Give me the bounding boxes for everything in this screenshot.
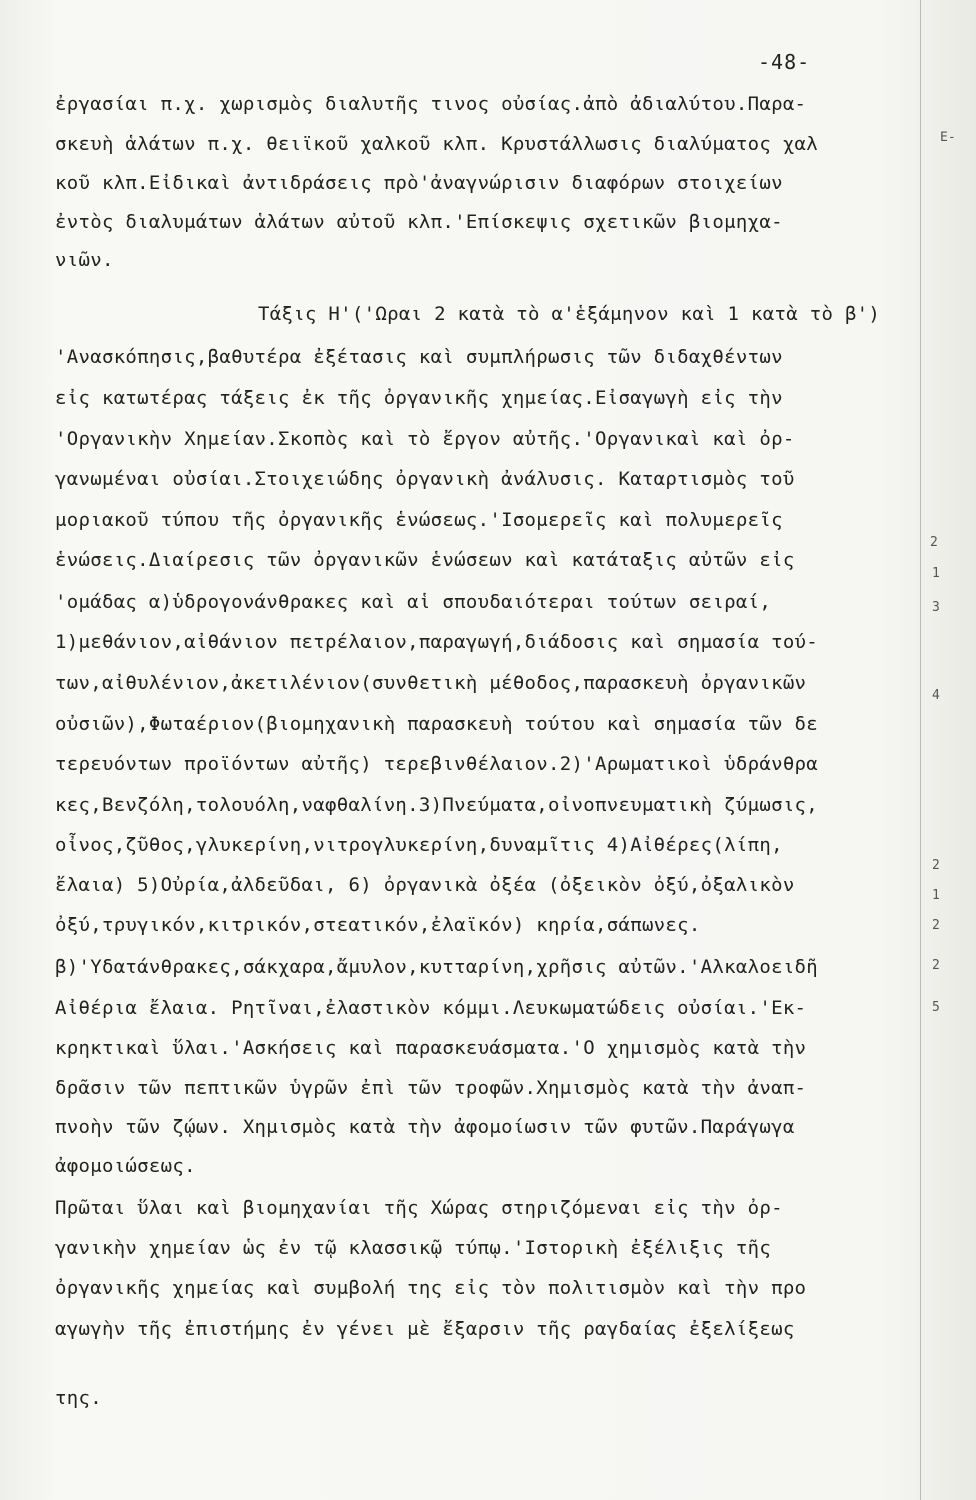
text-line: ἐντὸς διαλυμάτων ἁλάτων αὐτοῦ κλπ.'Επίσκεψις σχετικῶν βιομηχα- [55, 211, 783, 233]
text-line: 'Οργανικὴν Χημείαν.Σκοπὸς καὶ τὸ ἔργον αὐτῆς.'Οργανικαὶ καὶ ὀρ- [55, 428, 795, 450]
text-line: νιῶν. [55, 249, 114, 271]
margin-mark: Ε- [940, 130, 956, 145]
text-line: ὀξύ,τρυγικόν,κιτρικόν,στεατικόν,ἐλαϊκόν) κηρία,σάπωνες. [55, 914, 701, 936]
margin-mark: 3 [932, 600, 940, 615]
text-line: οἶνος,ζῦθος,γλυκερίνη,νιτρογλυκερίνη,δυναμῖτις 4)Αἰθέρες(λίπη, [55, 834, 783, 856]
page-binding-edge [920, 0, 976, 1500]
section-heading: Τάξις Η'('Ωραι 2 κατὰ τὸ α'ἑξάμηνον καὶ 1 κατὰ τὸ β') [258, 303, 881, 325]
text-line: αγωγὴν τῆς ἐπιστήμης ἐν γένει μὲ ἔξαρσιν τῆς ραγδαίας ἐξελίξεως [55, 1318, 795, 1340]
text-line: β)'Υδατάνθρακες,σάκχαρα,ἄμυλον,κυτταρίνη,χρῆσις αὐτῶν.'Αλκαλοειδῆ [55, 956, 819, 978]
text-line: κρηκτικαὶ ὕλαι.'Ασκήσεις καὶ παρασκευάσματα.'Ο χημισμὸς κατὰ τὴν [55, 1037, 807, 1059]
margin-mark: 4 [932, 688, 940, 703]
text-line: ἐργασίαι π.χ. χωρισμὸς διαλυτῆς τινος οὐσίας.ἀπὸ ἀδιαλύτου.Παρα- [55, 93, 807, 115]
page-number: -48- [758, 50, 811, 74]
text-line: 'Ανασκόπησις,βαθυτέρα ἐξέτασις καὶ συμπλήρωσις τῶν διδαχθέντων [55, 346, 783, 368]
text-line: τερευόντων προϊόντων αὐτῆς) τερεβινθέλαιον.2)'Αρωματικοὶ ὑδράνθρα [55, 753, 819, 775]
text-line: πνοὴν τῶν ζῴων. Χημισμὸς κατὰ τὴν ἀφομοίωσιν τῶν φυτῶν.Παράγωγα [55, 1116, 795, 1138]
margin-mark: 5 [932, 1000, 940, 1015]
text-line: κοῦ κλπ.Εἰδικαὶ ἀντιδράσεις πρὸ'ἀναγνώρισιν διαφόρων στοιχείων [55, 172, 783, 194]
text-line: Πρῶται ὕλαι καὶ βιομηχανίαι τῆς Χώρας στηριζόμεναι εἰς τὴν ὀρ- [55, 1197, 783, 1219]
text-line: 1)μεθάνιον,αἰθάνιον πετρέλαιον,παραγωγή,διάδοσις καὶ σημασία τού- [55, 631, 819, 653]
text-line: ἔλαια) 5)Οὐρία,ἀλδεῦδαι, 6) ὀργανικὰ ὀξέα (ὀξεικὸν ὀξύ,ὀξαλικὸν [55, 874, 795, 896]
text-line: γανικὴν χημείαν ὡς ἐν τῷ κλασσικῷ τύπῳ.'Ιστορικὴ ἐξέλιξις τῆς [55, 1237, 772, 1259]
margin-mark: 1 [932, 888, 940, 903]
text-line: ἑνώσεις.Διαίρεσις τῶν ὀργανικῶν ἑνώσεων καὶ κατάταξις αὐτῶν εἰς [55, 549, 795, 571]
text-line: ἀφομοιώσεως. [55, 1155, 196, 1177]
margin-mark: 1 [932, 566, 940, 581]
text-line: ὀργανικῆς χημείας καὶ συμβολή της εἰς τὸν πολιτισμὸν καὶ τὴν προ [55, 1277, 807, 1299]
text-line: εἰς κατωτέρας τάξεις ἐκ τῆς ὀργανικῆς χημείας.Εἰσαγωγὴ εἰς τὴν [55, 387, 783, 409]
text-line: σκευὴ ἁλάτων π.χ. θειϊκοῦ χαλκοῦ κλπ. Κρυστάλλωσις διαλύματος χαλ [55, 133, 819, 155]
text-line: οὐσιῶν),Φωταέριον(βιομηχανικὴ παρασκευὴ τούτου καὶ σημασία τῶν δε [55, 713, 819, 735]
text-line: δρᾶσιν τῶν πεπτικῶν ὑγρῶν ἐπὶ τῶν τροφῶν.Χημισμὸς κατὰ τὴν ἀναπ- [55, 1077, 807, 1099]
text-line: Αἰθέρια ἔλαια. Ρητῖναι,ἐλαστικὸν κόμμι.Λευκωματώδεις οὐσίαι.'Εκ- [55, 997, 807, 1019]
text-line: μοριακοῦ τύπου τῆς ὀργανικῆς ἑνώσεως.'Ισομερεῖς καὶ πολυμερεῖς [55, 509, 783, 531]
text-line: κες,Βενζόλη,τολουόλη,ναφθαλίνη.3)Πνεύματα,οἰνοπνευματικὴ ζύμωσις, [55, 794, 819, 816]
margin-mark: 2 [932, 918, 940, 933]
text-line: 'ομάδας α)ὑδρογονάνθρακες καὶ αἱ σπουδαιότεραι τούτων σειραί, [55, 591, 772, 613]
margin-mark: 2 [932, 858, 940, 873]
text-line: της. [55, 1387, 102, 1409]
text-line: των,αἰθυλένιον,ἀκετιλένιον(συνθετικὴ μέθοδος,παρασκευὴ ὀργανικῶν [55, 672, 807, 694]
text-line: γανωμέναι οὐσίαι.Στοιχειώδης ὀργανικὴ ἀνάλυσις. Καταρτισμὸς τοῦ [55, 468, 795, 490]
margin-mark: 2 [932, 958, 940, 973]
margin-mark: 2 [930, 535, 938, 550]
